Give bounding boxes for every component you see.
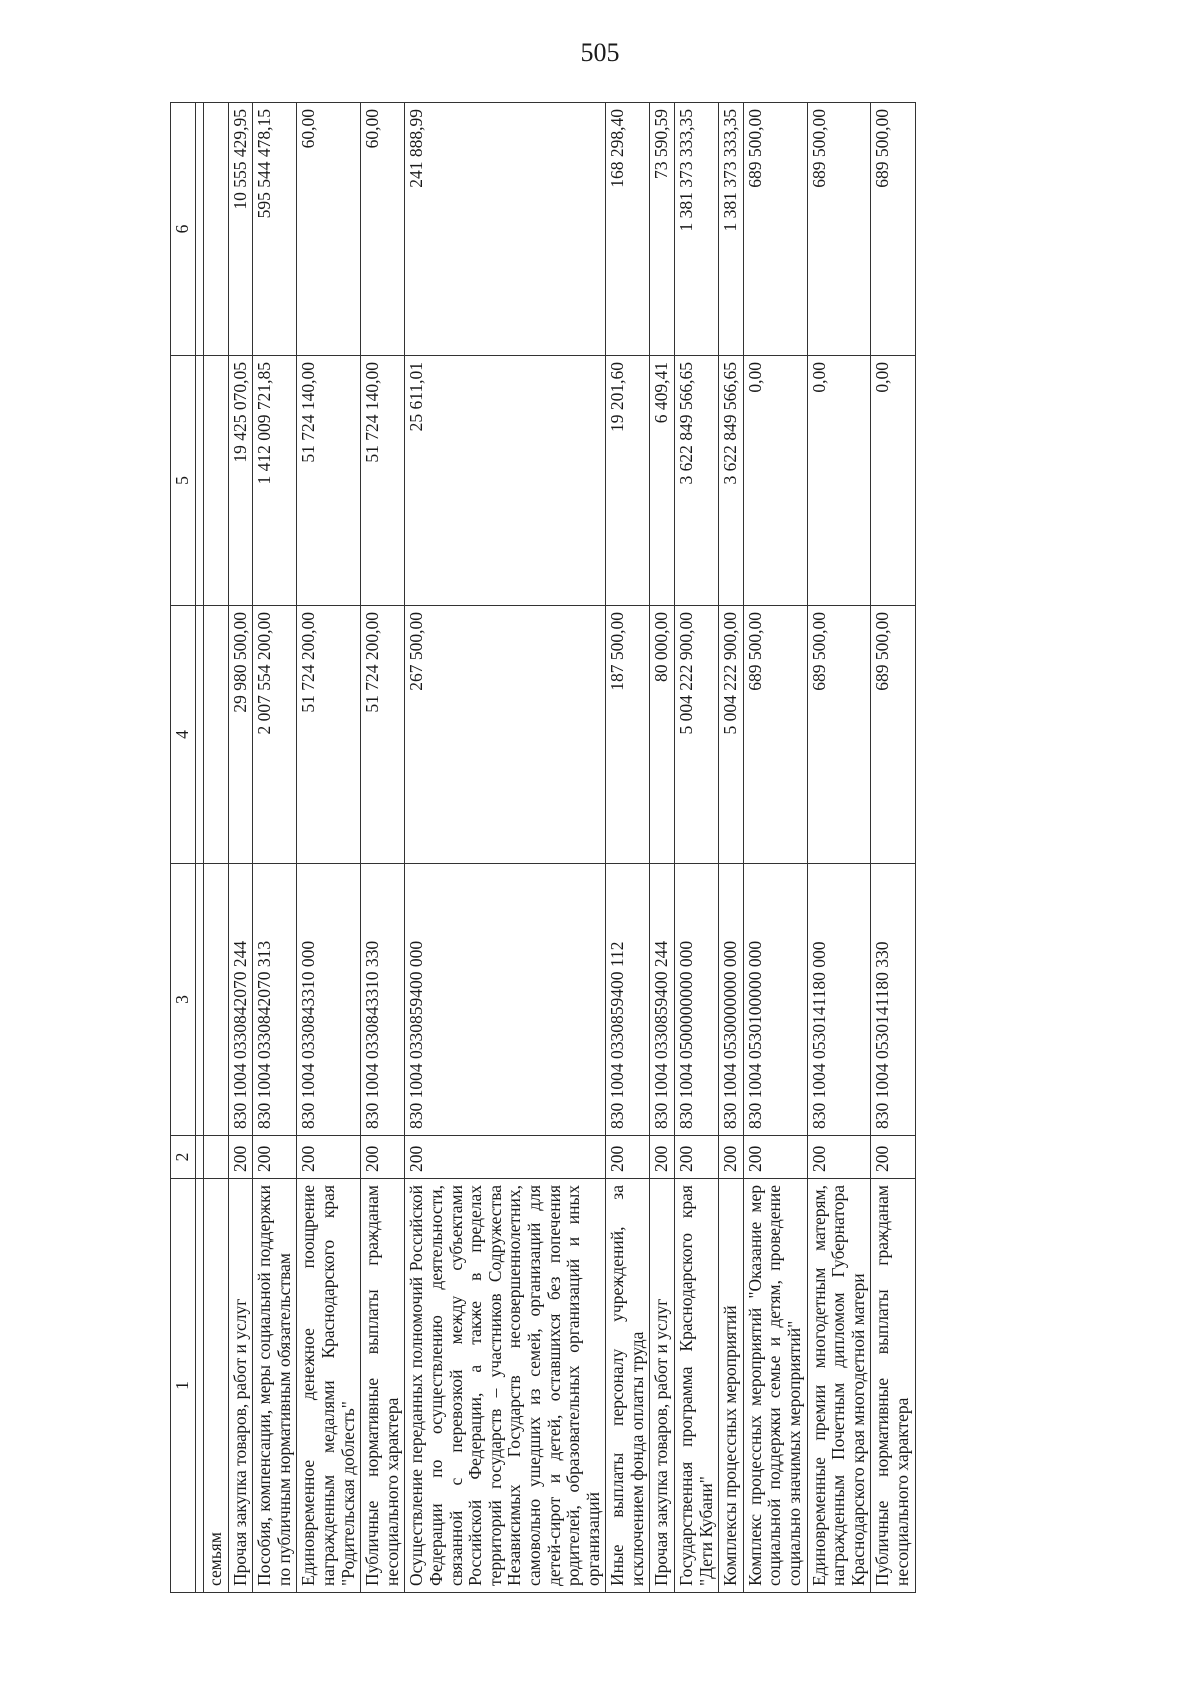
rotated-table-container (170, 103, 1065, 1593)
row-code: 200 (361, 1136, 405, 1179)
row-plan-amount: 2 007 554 200,00 (253, 606, 297, 864)
row-code: 200 (297, 1136, 361, 1179)
table-row (675, 103, 719, 1593)
row-kbk: 830 1004 0330859400 112 (606, 864, 650, 1136)
row-executed-amount: 25 611,01 (405, 356, 606, 606)
table-row (606, 103, 650, 1593)
spacer-row (196, 103, 204, 1593)
row-unexecuted-amount: 10 555 429,95 (228, 103, 253, 356)
row-name: Пособия, компенсации, меры социальной поддержки по публичным нормативным обязательствам (253, 1179, 297, 1593)
row-plan-amount: 51 724 200,00 (297, 606, 361, 864)
row-kbk: 830 1004 0330859400 000 (405, 864, 606, 1136)
row-plan-amount: 187 500,00 (606, 606, 650, 864)
column-header: 6 (171, 103, 196, 356)
table-row (650, 103, 675, 1593)
row-code: 200 (650, 1136, 675, 1179)
row-unexecuted-amount: 1 381 373 333,35 (719, 103, 744, 356)
row-unexecuted-amount: 168 298,40 (606, 103, 650, 356)
table-row (743, 103, 807, 1593)
row-name: Единовременные премии многодетным матерям, награжденным Почетным дипломом Губернатора Краснодарского края многодетной матери (807, 1179, 871, 1593)
continuation-row (204, 103, 229, 1593)
row-name: Публичные нормативные выплаты гражданам несоциального характера (871, 1179, 915, 1593)
row-executed-amount: 3 622 849 566,65 (675, 356, 719, 606)
column-header: 3 (171, 864, 196, 1136)
row-plan-amount: 51 724 200,00 (361, 606, 405, 864)
row-kbk: 830 1004 0330843310 330 (361, 864, 405, 1136)
row-executed-amount: 19 425 070,05 (228, 356, 253, 606)
row-name: Иные выплаты персоналу учреждений, за исключением фонда оплаты труда (606, 1179, 650, 1593)
row-plan-amount: 5 004 222 900,00 (719, 606, 744, 864)
row-code: 200 (871, 1136, 915, 1179)
row-name: Публичные нормативные выплаты гражданам несоциального характера (361, 1179, 405, 1593)
row-executed-amount: 0,00 (743, 356, 807, 606)
page-number: 505 (580, 38, 620, 67)
row-executed-amount: 51 724 140,00 (297, 356, 361, 606)
row-executed-amount: 0,00 (871, 356, 915, 606)
row-executed-amount: 6 409,41 (650, 356, 675, 606)
row-unexecuted-amount: 73 590,59 (650, 103, 675, 356)
row-plan-amount: 80 000,00 (650, 606, 675, 864)
table-row (297, 103, 361, 1593)
row-name: Комплекс процессных мероприятий "Оказание мер социальной поддержки семье и детям, проведение социально значимых мероприятий" (743, 1179, 807, 1593)
row-plan-amount: 5 004 222 900,00 (675, 606, 719, 864)
row-code: 200 (675, 1136, 719, 1179)
table-row (361, 103, 405, 1593)
column-header: 4 (171, 606, 196, 864)
row-executed-amount: 1 412 009 721,85 (253, 356, 297, 606)
row-unexecuted-amount: 689 500,00 (743, 103, 807, 356)
row-unexecuted-amount: 60,00 (361, 103, 405, 356)
row-plan-amount: 29 980 500,00 (228, 606, 253, 864)
row-unexecuted-amount: 689 500,00 (807, 103, 871, 356)
row-name: Прочая закупка товаров, работ и услуг (650, 1179, 675, 1593)
row-kbk: 830 1004 0330842070 244 (228, 864, 253, 1136)
table-row (807, 103, 871, 1593)
row-plan-amount: 267 500,00 (405, 606, 606, 864)
row-name: Единовременное денежное поощрение награжденным медалями Краснодарского края "Родительская доблесть" (297, 1179, 361, 1593)
table-row (405, 103, 606, 1593)
row-executed-amount: 3 622 849 566,65 (719, 356, 744, 606)
row-plan-amount: 689 500,00 (871, 606, 915, 864)
column-header: 5 (171, 356, 196, 606)
row-kbk: 830 1004 0530100000 000 (743, 864, 807, 1136)
row-unexecuted-amount: 689 500,00 (871, 103, 915, 356)
row-code: 200 (743, 1136, 807, 1179)
column-header: 1 (171, 1179, 196, 1593)
row-kbk: 830 1004 0500000000 000 (675, 864, 719, 1136)
row-kbk: 830 1004 0330859400 244 (650, 864, 675, 1136)
row-plan-amount: 689 500,00 (807, 606, 871, 864)
table-row (228, 103, 253, 1593)
continuation-text: семьям (204, 1179, 229, 1593)
row-name: Комплексы процессных мероприятий (719, 1179, 744, 1593)
row-code: 200 (606, 1136, 650, 1179)
row-unexecuted-amount: 241 888,99 (405, 103, 606, 356)
row-executed-amount: 19 201,60 (606, 356, 650, 606)
row-kbk: 830 1004 0530141180 330 (871, 864, 915, 1136)
row-name: Осуществление переданных полномочий Российской Федерации по осуществлению деятельности, связанной с перевозкой между субъектами Российской Федерации, а также в пределах территорий государств – участников Содружества Независимых Государств несовершеннолетних, самовольно ушедших из семей, организаций для детей-сирот и детей, оставшихся без попечения родителей, образовательных организаций и иных организаций (405, 1179, 606, 1593)
header-row (171, 103, 196, 1593)
row-code: 200 (807, 1136, 871, 1179)
row-code: 200 (719, 1136, 744, 1179)
row-kbk: 830 1004 0530000000 000 (719, 864, 744, 1136)
budget-table (170, 102, 916, 1593)
row-kbk: 830 1004 0530141180 000 (807, 864, 871, 1136)
row-code: 200 (405, 1136, 606, 1179)
row-name: Прочая закупка товаров, работ и услуг (228, 1179, 253, 1593)
column-header: 2 (171, 1136, 196, 1179)
row-unexecuted-amount: 1 381 373 333,35 (675, 103, 719, 356)
row-executed-amount: 0,00 (807, 356, 871, 606)
row-executed-amount: 51 724 140,00 (361, 356, 405, 606)
row-kbk: 830 1004 0330843310 000 (297, 864, 361, 1136)
table-row (253, 103, 297, 1593)
row-unexecuted-amount: 60,00 (297, 103, 361, 356)
table-row (719, 103, 744, 1593)
row-unexecuted-amount: 595 544 478,15 (253, 103, 297, 356)
row-code: 200 (253, 1136, 297, 1179)
table-row (871, 103, 915, 1593)
row-plan-amount: 689 500,00 (743, 606, 807, 864)
row-kbk: 830 1004 0330842070 313 (253, 864, 297, 1136)
row-code: 200 (228, 1136, 253, 1179)
row-name: Государственная программа Краснодарского края "Дети Кубани" (675, 1179, 719, 1593)
